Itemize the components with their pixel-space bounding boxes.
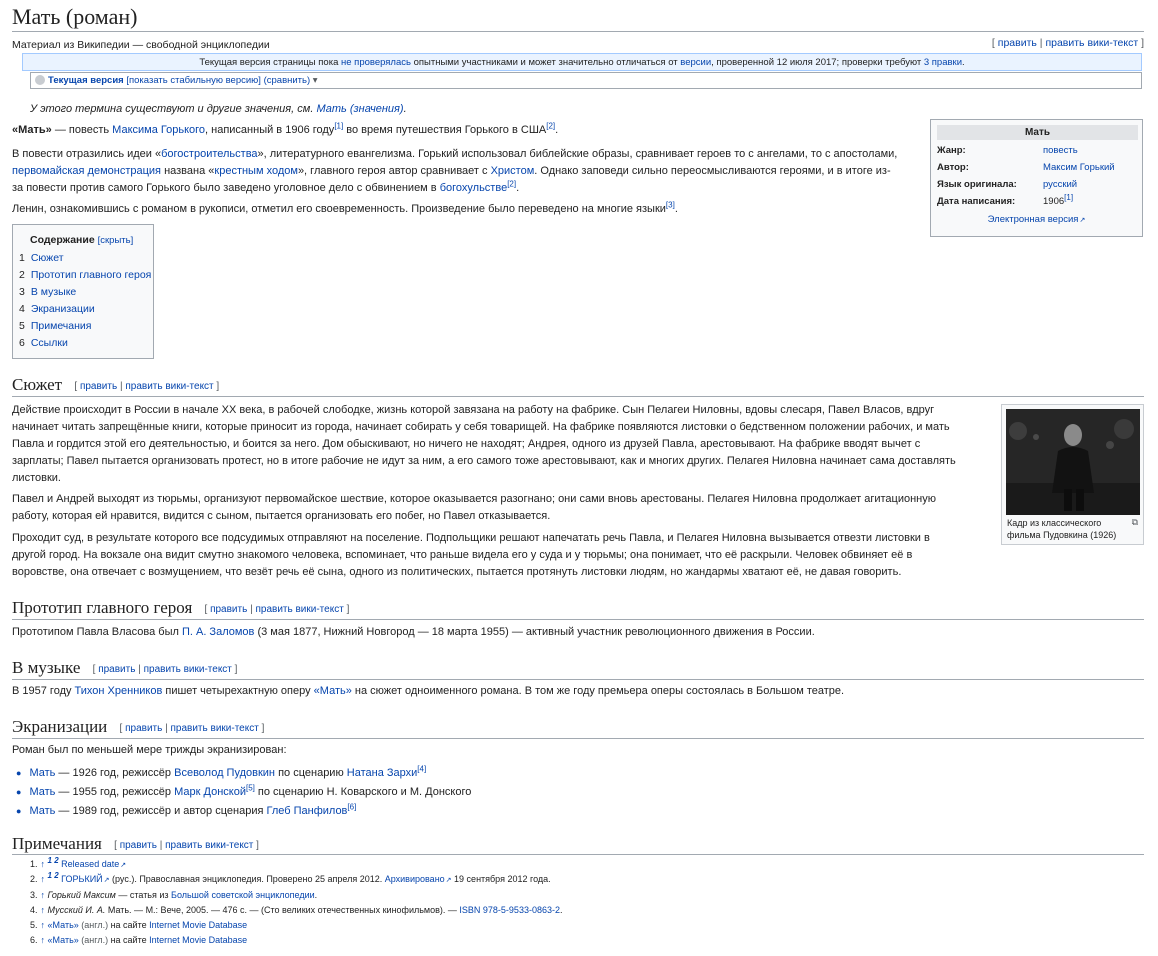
infobox-label: Автор: [937, 162, 969, 173]
current-version-link[interactable]: Текущая версия [48, 75, 124, 86]
genre-link[interactable]: повесть [1043, 145, 1078, 156]
reference-item: 2. ↑ $^{1 2}$ ГОРЬКИЙ ↗ (рус.). Православная энциклопедия. Проверено 25 апреля 2012. Архивировано ↗ 19 сентября 2012 года. [30, 872, 563, 887]
review-notice: Текущая версия страницы пока не проверялась опытными участниками и может значительно отличаться от версии, проверенной 12 июля 2017; проверки требуют 3 правки. [22, 53, 1142, 71]
toc-item[interactable]: 6 Ссылки [19, 337, 68, 349]
section-heading-music: В музыке [ править | править вики-текст ] [12, 658, 238, 677]
infobox-label: Язык оригинала: [937, 179, 1017, 190]
reference-item: 4. ↑ Мусский И. А. Мать. — М.: Вече, 2005. — 476 с. — (Сто великих отечественных кинофильмов). — ISBN 978-5-9533-0863-2. [30, 904, 563, 915]
version-link[interactable]: версии [680, 57, 712, 68]
infobox [930, 119, 1143, 237]
section-heading-films: Экранизации [ править | править вики-текст ] [12, 717, 265, 736]
edit-wiki-link[interactable]: править вики-текст [165, 840, 254, 851]
ref-link[interactable]: [5] [245, 783, 255, 793]
edit-wiki-link[interactable]: править вики-текст [1045, 37, 1139, 49]
title-divider [12, 31, 1144, 32]
blasphemy-link[interactable]: богохульстве [439, 182, 508, 194]
pending-edits-link[interactable]: 3 правки [923, 57, 963, 68]
section-edit-links: [ править | править вики-текст ] [92, 664, 238, 675]
page-title: Мать (роман) [12, 4, 138, 29]
thumbnail-caption: Кадр из классического фильма Пудовкина (1926) [1007, 518, 1117, 540]
film-still-image[interactable] [1006, 409, 1140, 515]
reference-item: 5. ↑ «Мать» (англ.) на сайте Internet Movie Database [30, 920, 248, 931]
edit-link[interactable]: править [997, 37, 1037, 49]
procession-link[interactable]: крестным ходом [214, 165, 298, 177]
music-paragraph: В 1957 году Тихон Хренников пишет четырехактную оперу «Мать» на сюжет одноименного романа. В том же году премьера оперы состоялась в Большом театре. [12, 685, 845, 697]
ebook-link[interactable]: Электронная версия ↗ [988, 214, 1086, 225]
ref-link[interactable]: [1] [334, 121, 344, 131]
backlink-arrow[interactable]: ↑ [40, 889, 46, 900]
infobox-title: Мать [937, 125, 1138, 140]
ref-link[interactable]: [4] [417, 764, 427, 774]
intro-paragraph-1: «Мать» — повесть Максима Горького, написанный в 1906 году[1] во время путешествия Горького в США[2]. [12, 121, 559, 136]
opera-link[interactable]: «Мать» [313, 685, 352, 697]
toc-title: Содержание [30, 234, 95, 246]
chevron-down-icon[interactable]: ▾ [312, 75, 318, 86]
backlink-arrow[interactable]: ↑ [40, 904, 46, 915]
section-heading-prototype: Прототип главного героя [ править | править вики-текст ] [12, 598, 350, 617]
ref-link[interactable]: [6] [347, 802, 357, 812]
backlink-arrow[interactable]: ↑ [40, 920, 46, 931]
disambiguation-link[interactable]: Мать (значения) [316, 103, 404, 115]
ref-link[interactable]: [3] [665, 200, 675, 210]
may-day-link[interactable]: первомайская демонстрация [12, 165, 162, 177]
edit-link[interactable]: править [98, 664, 136, 675]
list-item: ● Мать — 1926 год, режиссёр Всеволод Пудовкин по сценарию Натана Зархи[4] [16, 764, 427, 779]
edit-link[interactable]: править [210, 604, 248, 615]
section-edit-links: [ править | править вики-текст ] [204, 604, 350, 615]
prototype-paragraph: Прототипом Павла Власова был П. А. Заломов (3 мая 1877, Нижний Новгород — 18 марта 1955) — активный участник революционного движения в России. [12, 626, 815, 638]
table-of-contents [12, 224, 154, 359]
section-edit-links: [ править | править вики-текст ] [119, 723, 265, 734]
list-item: ● Мать — 1955 год, режиссёр Марк Донской[5] по сценарию Н. Коварского и М. Донского [16, 783, 472, 798]
films-list [16, 764, 471, 821]
site-subtitle: Материал из Википедии — свободной энциклопедии [12, 39, 270, 51]
toc-item[interactable]: 1 Сюжет [19, 252, 64, 264]
section-edit-links: [ править | править вики-текст ] [74, 381, 220, 392]
infobox-label: Жанр: [937, 145, 966, 156]
edit-wiki-link[interactable]: править вики-текст [143, 664, 232, 675]
ref-link[interactable]: [2] [507, 179, 517, 189]
plot-paragraph-3: Проходит суд, в результате которого все подсудимых отправляют на поселение. Подпольщики решают напечатать речь Павла, и Пелагея Ниловна вызывается отвезти листовки в другой город. На вокзале она видит смутно знакомого человека, вспоминает, что раньше видела его у суда и у тюрьмы; она понимает, что её раскрыли. Человек обвиняет её в воровстве, она отвечает с возмущением, что везёт речь её сына, одного из политических, пытается протянуть листовки людям, но жандармы хватают её, не давая говорить. [12, 532, 930, 578]
page-edit-links: [ править | править вики-текст ] [991, 37, 1144, 49]
backlink-arrow[interactable]: ↑ [40, 874, 46, 885]
toc-item[interactable]: 2 Прототип главного героя [19, 269, 152, 281]
section-heading-notes: Примечания [ править | править вики-текст ] [12, 834, 259, 853]
reference-item: 3. ↑ Горький Максим — статья из Большой советской энциклопедии. [30, 889, 318, 900]
ref-link[interactable]: [1] [1064, 192, 1074, 202]
references-list [30, 857, 563, 949]
edit-link[interactable]: править [79, 381, 118, 392]
bogostroitelstvo-link[interactable]: богостроительства [161, 148, 258, 160]
reference-item: 6. ↑ «Мать» (англ.) на сайте Internet Movie Database [30, 935, 248, 946]
films-intro: Роман был по меньшей мере трижды экранизирован: [12, 744, 287, 756]
khrennikov-link[interactable]: Тихон Хренников [74, 685, 163, 697]
list-item: ● Мать — 1989 год, режиссёр и автор сценария Глеб Панфилов[6] [16, 802, 357, 817]
toc-hide-link[interactable]: [скрыть] [97, 235, 134, 246]
intro-paragraph-3: Ленин, ознакомившись с романом в рукописи, отметил его своевременность. Произведение было переведено на многие языки[3]. [12, 200, 678, 215]
compare-link[interactable]: (сравнить) [263, 75, 311, 86]
flagged-revision-bar [30, 72, 1142, 89]
edit-link[interactable]: править [119, 840, 157, 851]
reference-item: 1. ↑ $^{1 2}$ Released date ↗ [30, 857, 563, 872]
edit-link[interactable]: править [125, 723, 163, 734]
edit-wiki-link[interactable]: править вики-текст [170, 723, 259, 734]
date-value: 1906[1] [1043, 192, 1074, 207]
infobox-label: Дата написания: [937, 196, 1016, 207]
film-still-thumbnail [1001, 404, 1144, 545]
toc-item[interactable]: 4 Экранизации [19, 303, 95, 315]
section-edit-links: [ править | править вики-текст ] [114, 840, 259, 851]
toc-item[interactable]: 3 В музыке [19, 286, 77, 298]
edit-wiki-link[interactable]: править вики-текст [125, 381, 214, 392]
christ-link[interactable]: Христом [490, 165, 535, 177]
show-stable-link[interactable]: [показать стабильную версию] [126, 75, 261, 86]
backlink-arrow[interactable]: ↑ [40, 935, 46, 946]
author-link[interactable]: Максим Горький [1043, 162, 1115, 173]
hatnote: У этого термина существуют и другие значения, см. Мать (значения). [30, 103, 407, 115]
section-heading-plot: Сюжет [ править | править вики-текст ] [12, 375, 220, 394]
enlarge-icon[interactable]: ⧉ [1131, 517, 1138, 527]
plot-paragraph-1: Действие происходит в России в начале XX века, в рабочей слободке, жизнь которой завязана на работу на фабрике. Сын Пелагеи Ниловны, вдовы слесаря, Павел Власов, вдруг начинает читать запрещённые книги, которые приносит из города, начинает собирать у себя товарищей. На фабрике появляются листовки о бедственном положении рабочих, и мать Павла и гордится этой его деятельностью, и боится за него. Дом обыскивают, но ничего не находят; Андрея, одного из друзей Павла, арестовывают. На фабрике вводят вычет с зарплаты; Павел пытается организовать протест, но в итоге рабочие не идут за ним, а его самого тоже арестовывают, как и многих других. Пелагея Ниловна начинает сама доставлять листовки. [12, 404, 956, 484]
backlink-arrow[interactable]: ↑ [40, 859, 46, 869]
revision-status-icon [35, 75, 45, 85]
zalomov-link[interactable]: П. А. Заломов [181, 626, 255, 638]
edit-wiki-link[interactable]: править вики-текст [255, 604, 344, 615]
ref-link[interactable]: [2] [546, 121, 556, 131]
unreviewed-link[interactable]: не проверялась [341, 57, 411, 68]
plot-paragraph-2: Павел и Андрей выходят из тюрьмы, организуют первомайское шествие, которое оказывается разогнано; они сами вновь арестованы. Пелагея Ниловна продолжает агитационную работу, которая ей нравится, видится с сыном, пытается организовать его побег, но Павел отказывается. [12, 493, 937, 522]
language-link[interactable]: русский [1043, 179, 1078, 190]
intro-paragraph-2: В повести отразились идеи «богостроительства», литературного евангелизма. Горький использовал библейские образы, сравнивает героев то с ангелами, то с апостолами, первомайская демонстрация названа «крестным ходом», главного героя автор сравнивает с Христом. Однако заповеди сильно переосмысливаются героями, и в итоге из- за повести против самого Горького было заведено уголовное дело с обвинением в богохульстве[2]. [12, 148, 898, 194]
gorky-link[interactable]: Максима Горького [112, 124, 206, 136]
toc-item[interactable]: 5 Примечания [19, 320, 92, 332]
